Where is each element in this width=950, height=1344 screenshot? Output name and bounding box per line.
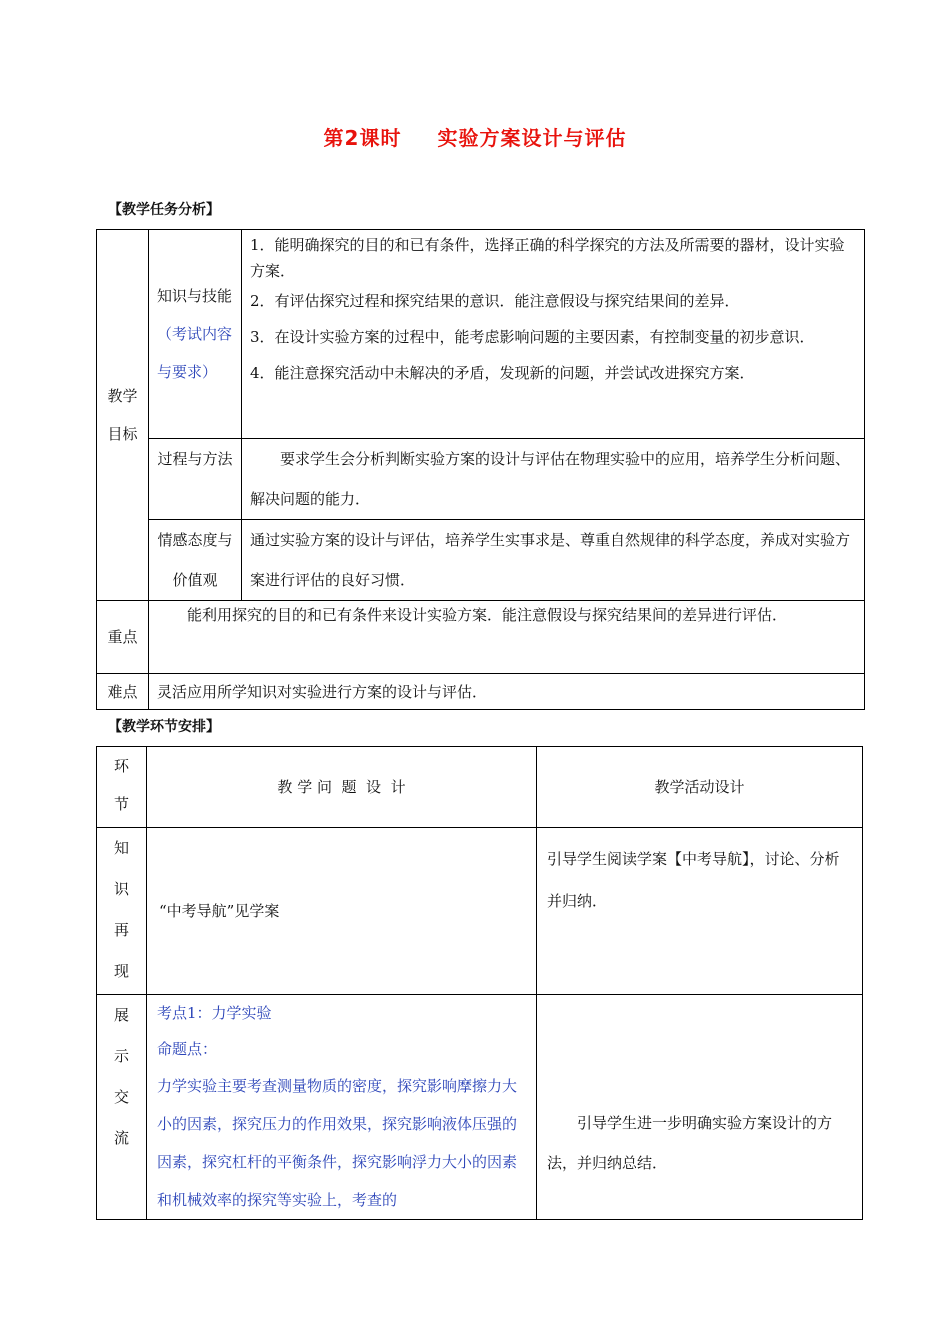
process-label: 过程与方法	[157, 450, 233, 468]
key-point-text: 能利用探究的目的和已有条件来设计实验方案．能注意假设与探究结果间的差异进行评估．	[149, 601, 865, 674]
exam-point-title: 考点1：力学实验	[157, 1004, 272, 1022]
lesson-number: 第2课时	[323, 126, 402, 150]
stage-showcase: 展示交流	[97, 995, 147, 1220]
emotion-label-cell	[149, 520, 242, 601]
row-question: “中考导航”见学案	[147, 828, 537, 995]
section-task-analysis: 【教学任务分析】	[108, 202, 220, 218]
goal-item: 4．能注意探究活动中未解决的矛盾，发现新的问题，并尝试改进探究方案．	[250, 364, 755, 382]
emotion-text: 通过实验方案的设计与评估，培养学生实事求是、尊重自然规律的科学态度，养成对实验方案进行评估的良好习惯．	[242, 520, 865, 601]
stage-knowledge: 知识再现	[97, 828, 147, 995]
exam-point-subtitle: 命题点：	[157, 1040, 218, 1058]
knowledge-content	[242, 230, 865, 439]
row-activity: 引导学生进一步明确实验方案设计的方法，并归纳总结．	[537, 995, 863, 1220]
difficulty-text: 灵活应用所学知识对实验进行方案的设计与评估．	[149, 674, 865, 710]
process-text: 要求学生会分析判断实验方案的设计与评估在物理实验中的应用，培养学生分析问题、解决问题的能力．	[242, 439, 865, 520]
schedule-table	[96, 746, 863, 1220]
goal-item: 2．有评估探究过程和探究结果的意识．能注意假设与探究结果间的差异．	[250, 292, 740, 310]
row-question	[147, 995, 537, 1220]
knowledge-note: （考试内容与要求）	[157, 325, 233, 381]
lesson-topic: 实验方案设计与评估	[437, 126, 627, 150]
header-activity: 教学活动设计	[537, 747, 863, 828]
knowledge-label-cell	[149, 230, 242, 439]
key-point-label: 重点	[97, 601, 149, 674]
knowledge-label: 知识与技能	[157, 287, 233, 305]
section-schedule: 【教学环节安排】	[108, 719, 220, 735]
difficulty-label: 难点	[97, 674, 149, 710]
exam-point-text: 力学实验主要考查测量物质的密度，探究影响摩擦力大小的因素，探究压力的作用效果，探究影响液体压强的因素，探究杠杆的平衡条件，探究影响浮力大小的因素和机械效率的探究等实验上，考查的	[157, 1077, 518, 1209]
row-activity: 引导学生阅读学案【中考导航】，讨论、分析并归纳．	[537, 828, 863, 995]
header-stage: 环节	[97, 747, 147, 828]
task-analysis-table	[96, 229, 865, 710]
goals-label: 教学目标	[107, 387, 138, 443]
page-title	[0, 122, 950, 151]
emotion-label: 情感态度与价值观	[157, 531, 233, 589]
goals-label-cell	[97, 230, 149, 601]
header-question: 教 学 问 题 设 计	[147, 747, 537, 828]
goal-item: 3．在设计实验方案的过程中，能考虑影响问题的主要因素，有控制变量的初步意识．	[250, 328, 815, 346]
process-label-cell	[149, 439, 242, 520]
goal-item: 1．能明确探究的目的和已有条件，选择正确的科学探究的方法及所需要的器材，设计实验方案．	[250, 236, 845, 280]
